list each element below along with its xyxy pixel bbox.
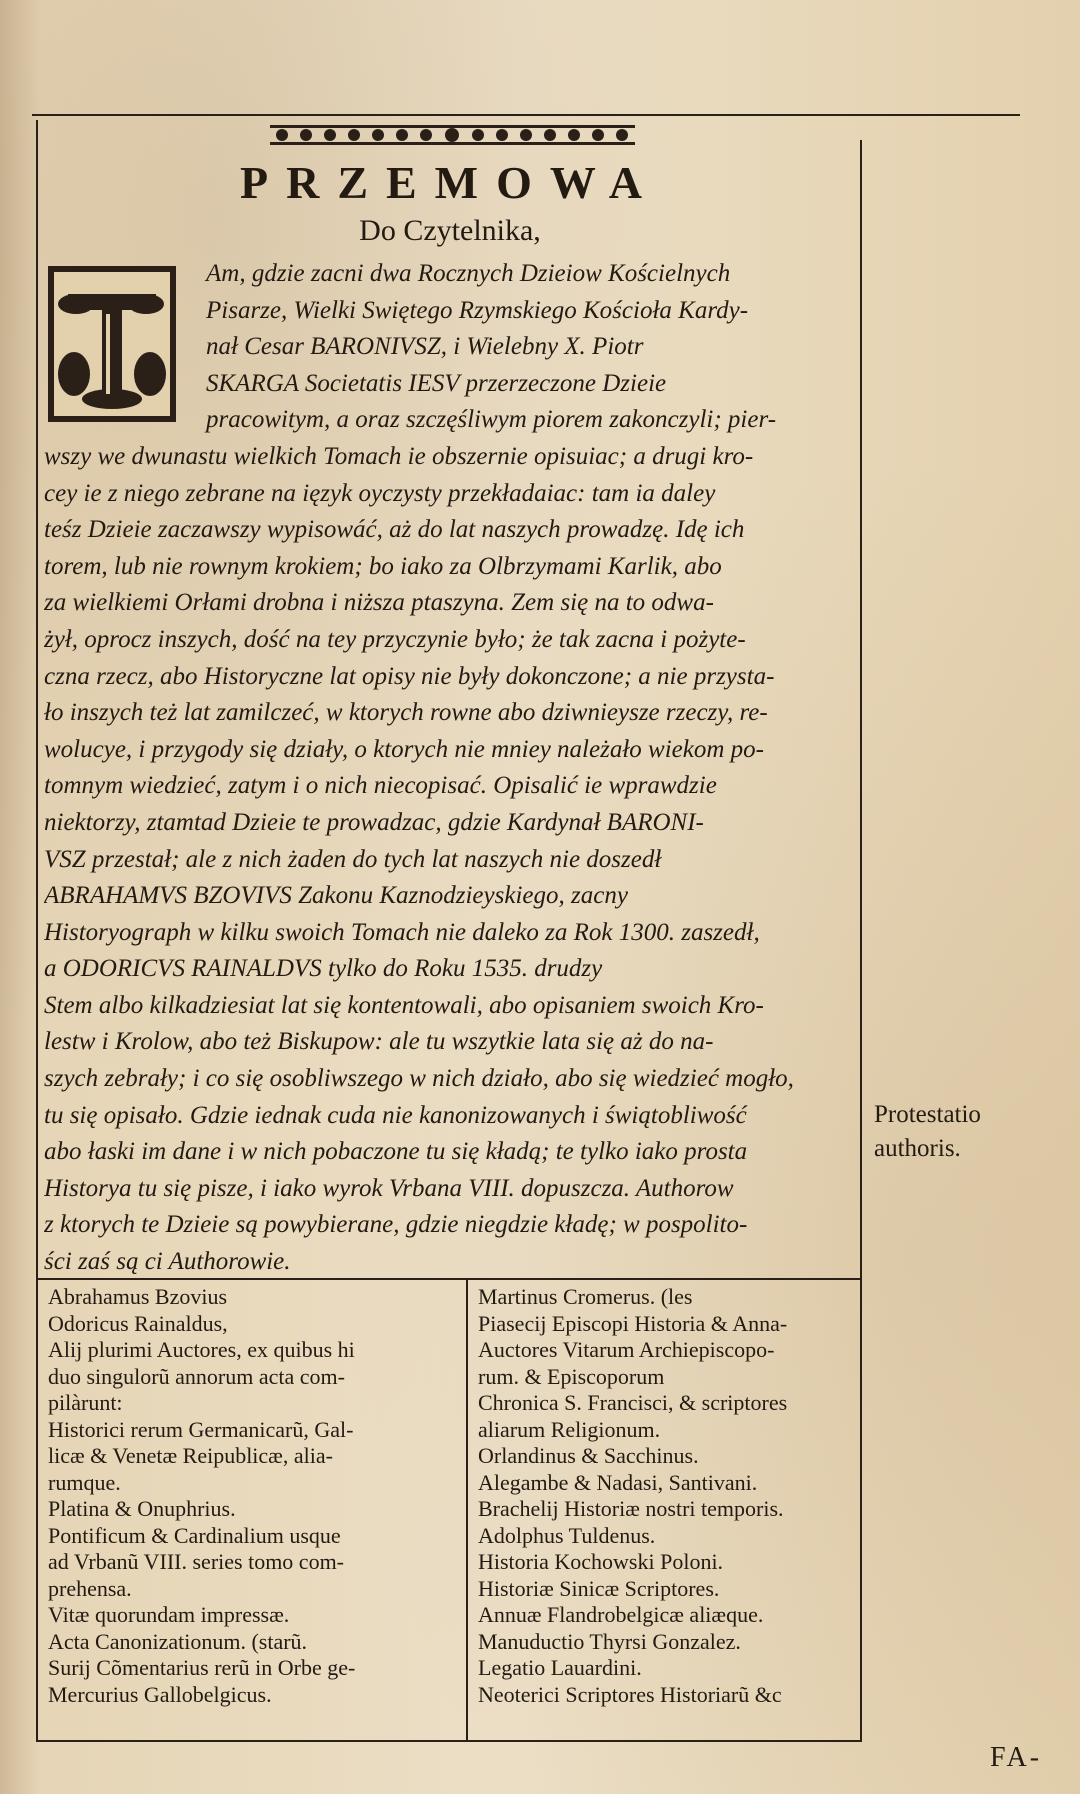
marginal-note-line: authoris. <box>874 1135 961 1162</box>
text-line: Historyograph w kilku swoich Tomach nie daleko za Rok 1300. zaszedł, <box>44 918 760 946</box>
author-entry: aliarum Religionum. <box>478 1416 661 1442</box>
author-entry: rum. & Episcoporum <box>478 1363 665 1389</box>
right-rule <box>860 140 862 1740</box>
column-divider <box>466 1280 468 1740</box>
text-line: za wielkiemi Orłami drobna i niższa ptaszyna. Zem się na to odwa- <box>44 589 714 617</box>
text-line: SKARGA Societatis IESV przerzeczone Dzieie <box>206 369 667 397</box>
author-entry: Alegambe & Nadasi, Santivani. <box>478 1469 758 1495</box>
author-entry: Abrahamus Bzovius <box>48 1284 228 1309</box>
author-entry: Orlandinus & Sacchinus. <box>478 1443 699 1468</box>
text-line: lestw i Krolow, abo też Biskupow: ale tu wszytkie lata się aż do na- <box>44 1028 714 1056</box>
marginal-note-line: Protestatio <box>874 1101 981 1128</box>
text-line: z ktorych te Dzieie są powybierane, gdzie niegdzie kładę; w pospolito- <box>44 1211 748 1239</box>
text-line: a ODORICVS RAINALDVS tylko do Roku 1535. drudzy <box>44 955 603 983</box>
author-entry: Auctores Vitarum Archiepiscopo- <box>478 1337 775 1362</box>
author-entry: Historici rerum Germanicarũ, Gal- <box>48 1416 354 1442</box>
text-line: wolucye, i przygody się działy, o ktorych nie mniey należało wiekom po- <box>44 735 764 763</box>
author-entry: Mercurius Gallobelgicus. <box>48 1681 272 1707</box>
author-entry: Martinus Cromerus. (les <box>478 1284 693 1309</box>
authors-list-right <box>478 1284 858 1708</box>
left-rule <box>36 120 38 1740</box>
preface-body-text <box>44 256 858 1281</box>
author-entry: ad Vrbanũ VIII. series tomo com- <box>48 1549 345 1574</box>
author-entry: Adolphus Tuldenus. <box>478 1522 656 1548</box>
author-entry: Platina & Onuphrius. <box>48 1496 236 1521</box>
text-line: tomnym wiedzieć, zatym i o nich niecopisać. Opisalić ie wprawdzie <box>44 772 717 800</box>
text-line: nał Cesar BARONIVSZ, i Wielebny X. Piotr <box>206 333 644 361</box>
author-entry: licæ & Venetæ Reipublicæ, alia- <box>48 1443 333 1468</box>
author-entry: Chronica S. Francisci, & scriptores <box>478 1390 788 1415</box>
text-line: niektorzy, ztamtad Dzieie te prowadzac, gdzie Kardynał BARONI- <box>44 808 704 836</box>
author-entry: Piasecij Episcopi Historia & Anna- <box>478 1310 788 1336</box>
text-line: wszy we dwunastu wielkich Tomach ie obszernie opisuiac; a drugi kro- <box>44 442 754 470</box>
catchword: FA- <box>990 1742 1043 1773</box>
text-line: teśz Dzieie zaczawszy wypisowáć, aż do lat naszych prowadzę. Idę ich <box>44 516 745 544</box>
top-rule <box>32 114 1020 116</box>
text-line: abo łaski im dane i w nich pobaczone tu się kładą; te tylko iako prosta <box>44 1138 748 1166</box>
page-title: PRZEMOWA <box>240 157 660 208</box>
author-entry: Manuductio Thyrsi Gonzalez. <box>478 1628 741 1654</box>
author-entry: duo singulorũ annorum acta com- <box>48 1363 345 1389</box>
text-line: Pisarze, Wielki Swiętego Rzymskiego Kościoła Kardy- <box>206 296 749 324</box>
authors-list-left <box>48 1284 458 1708</box>
author-entry: prehensa. <box>48 1575 132 1601</box>
text-line: Stem albo kilkadziesiat lat się kontentowali, abo opisaniem swoich Kro- <box>44 991 764 1019</box>
author-entry: Pontificum & Cardinalium usque <box>48 1522 341 1548</box>
author-entry: Brachelij Historiæ nostri temporis. <box>478 1496 784 1521</box>
text-line: ło inszych też lat zamilczeć, w ktorych rowne abo dziwnieysze rzeczy, re- <box>44 699 768 727</box>
author-entry: Acta Canonizationum. (starũ. <box>48 1628 308 1654</box>
text-line: Historya tu się pisze, i iako wyrok Vrbana VIII. dopuszcza. Authorow <box>44 1174 734 1202</box>
author-entry: Alij plurimi Auctores, ex quibus hi <box>48 1337 355 1362</box>
marginal-note <box>874 1098 1074 1166</box>
text-line: pracowitym, a oraz szczęśliwym piorem zakonczyli; pier- <box>206 406 777 434</box>
author-entry: pilàrunt: <box>48 1390 123 1415</box>
text-line: czna rzecz, abo Historyczne lat opisy nie były dokonczone; a nie przysta- <box>44 662 775 690</box>
author-entry: rumque. <box>48 1469 121 1495</box>
text-line: ści zaś są ci Authorowie. <box>44 1248 291 1276</box>
author-entry: Surij Cõmentarius rerũ in Orbe ge- <box>48 1655 356 1680</box>
author-entry: Historiæ Sinicæ Scriptores. <box>478 1575 720 1601</box>
text-line: VSZ przestał; ale z nich żaden do tych lat naszych nie doszedł <box>44 845 662 873</box>
author-entry: Annuæ Flandrobelgicæ aliæque. <box>478 1602 764 1627</box>
bottom-rule <box>36 1740 862 1742</box>
text-line: cey ie z niego zebrane na ięzyk oyczysty przekładaiac: tam ia daley <box>44 479 716 507</box>
text-line: tu się opisało. Gdzie iednak cuda nie kanonizowanych i świątobliwość <box>44 1101 747 1129</box>
author-entry: Vitæ quorundam impressæ. <box>48 1602 290 1627</box>
headpiece-ornament <box>270 118 635 152</box>
text-line: żył, oprocz inszych, dość na tey przyczynie było; że tak zacna i pożyte- <box>44 625 746 653</box>
text-line: Am, gdzie zacni dwa Rocznych Dzieiow Kościelnych <box>206 260 731 287</box>
text-line: torem, lub nie rownym krokiem; bo iako za Olbrzymami Karlik, abo <box>44 552 722 580</box>
author-entry: Odoricus Rainaldus, <box>48 1310 228 1336</box>
author-entry: Legatio Lauardini. <box>478 1655 642 1680</box>
text-line: szych zebrały; i co się osobliwszego w nich działo, abo się wiedzieć mogło, <box>44 1065 794 1093</box>
author-entry: Neoterici Scriptores Historiarũ &c <box>478 1681 782 1707</box>
text-line: ABRAHAMVS BZOVIVS Zakonu Kaznodzieyskiego, zacny <box>44 882 628 910</box>
author-entry: Historia Kochowski Poloni. <box>478 1549 724 1574</box>
page-subtitle: Do Czytelnika, <box>359 214 541 247</box>
